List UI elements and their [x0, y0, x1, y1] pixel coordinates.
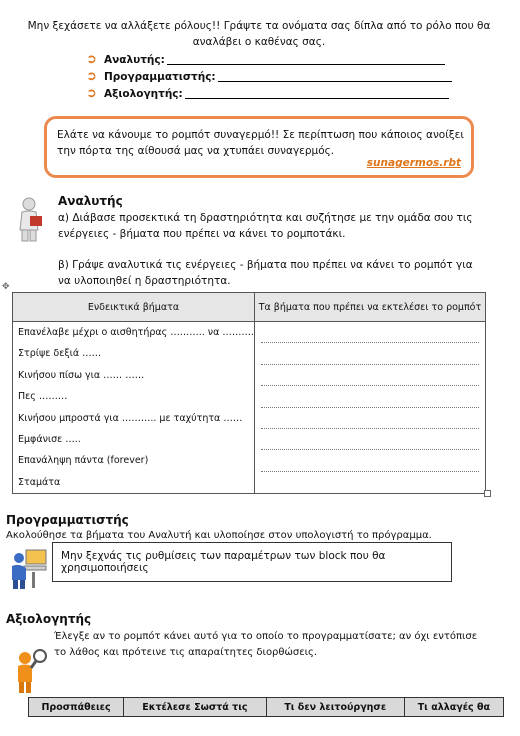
answer-line[interactable]	[261, 429, 479, 450]
step-item: Κινήσου πίσω για …… ……	[18, 369, 145, 381]
evaluator-instruction: Έλεγξε αν το ρομπότ κάνει αυτό για το οποίο το προγραμματίσατε; αν όχι εντόπισε το λάθος και πρότεινε τις απαραίτητες διορθώσεις.	[54, 631, 478, 658]
role-evaluator	[86, 86, 449, 101]
scenario-text: Ελάτε να κάνουμε το ρομπότ συναγερμό!! Σε περίπτωση που κάποιος ανοίξει την πόρτα της αίθουσά μας να χτυπάει συναγερμός.	[57, 129, 464, 157]
steps-table	[12, 292, 486, 494]
steps-list	[13, 322, 255, 494]
step-item: Εμφάνισε …..	[18, 433, 81, 445]
analyst-instruction-a: α) Διάβασε προσεκτικά τη δραστηριότητα και συζήτησε με την ομάδα σου τις ενέργειες - βήματα που πρέπει να κάνει το ρομποτάκι.	[58, 212, 473, 240]
name-line[interactable]	[167, 54, 445, 65]
programmer-instruction: Ακολούθησε τα βήματα του Αναλυτή και υλοποίησε στον υπολογιστή το πρόγραμμα.	[6, 530, 432, 541]
answer-line[interactable]	[261, 365, 479, 386]
arrow-icon: ➲	[86, 86, 97, 101]
answer-line[interactable]	[261, 322, 479, 343]
robot-steps-answer-column[interactable]	[254, 322, 485, 494]
programmer-note: Μην ξεχνάς τις ρυθμίσεις των παραμέτρων των block που θα χρησιμοποιήσεις	[61, 550, 386, 574]
evaluation-table	[28, 697, 504, 717]
intro-text: Μην ξεχάσετε να αλλάξετε ρόλους!! Γράψτε τα ονόματα σας δίπλα από το ρόλο που θα αναλάβει ο καθένας σας.	[27, 20, 491, 48]
evaluator-heading: Αξιολογητής	[6, 612, 92, 626]
eval-header-attempts: Προσπάθειες	[29, 698, 124, 717]
step-item: Πες ………	[18, 391, 68, 403]
step-item: Κινήσου μπροστά για ……….. με ταχύτητα ……	[18, 412, 243, 424]
answer-line[interactable]	[255, 472, 485, 493]
magnifier-person-icon	[10, 648, 48, 694]
eval-header-executed: Εκτέλεσε Σωστά τις	[124, 698, 267, 717]
answer-line[interactable]	[261, 343, 479, 364]
steps-header-robot: Τα βήματα που πρέπει να εκτελέσει το ρομπότ	[254, 293, 485, 322]
arrow-icon: ➲	[86, 52, 97, 67]
step-item: Στρίψε δεξιά ……	[18, 348, 102, 360]
analyst-instruction-b: β) Γράψε αναλυτικά τις ενέργειες - βήματα που πρέπει να κάνει το ρομπότ για να υλοποιηθεί η δραστηριότητα.	[58, 259, 473, 287]
answer-line[interactable]	[261, 408, 479, 429]
eval-header-not-working: Τι δεν λειτούργησε	[266, 698, 404, 717]
scenario-file-link[interactable]: sunagermos.rbt	[366, 157, 461, 169]
step-item: Επανάληψη πάντα (forever)	[18, 455, 149, 467]
arrow-icon: ➲	[86, 69, 97, 84]
step-item: Σταμάτα	[18, 476, 61, 488]
name-line[interactable]	[185, 88, 449, 99]
steps-header-indicative: Ενδεικτικά βήματα	[13, 293, 255, 322]
answer-line[interactable]	[261, 450, 479, 471]
programmer-note-box	[52, 542, 452, 582]
step-item: Επανέλαβε μέχρι ο αισθητήρας ……….. να ……….	[18, 327, 254, 338]
table-resize-handle[interactable]	[484, 490, 491, 497]
role-label: Αναλυτής:	[104, 53, 165, 66]
role-analyst	[86, 52, 445, 67]
analyst-heading: Αναλυτής	[58, 194, 123, 208]
reading-person-icon	[16, 196, 46, 242]
role-label: Αξιολογητής:	[104, 87, 183, 100]
programmer-at-computer-icon	[8, 546, 48, 590]
move-handle-icon[interactable]: ✥	[2, 282, 10, 292]
eval-header-changes: Τι αλλαγές θα	[404, 698, 503, 717]
role-label: Προγραμματιστής:	[104, 70, 216, 83]
scenario-box	[44, 116, 474, 178]
programmer-heading: Προγραμματιστής	[6, 513, 129, 527]
role-programmer	[86, 69, 452, 84]
name-line[interactable]	[218, 71, 452, 82]
answer-line[interactable]	[261, 386, 479, 407]
